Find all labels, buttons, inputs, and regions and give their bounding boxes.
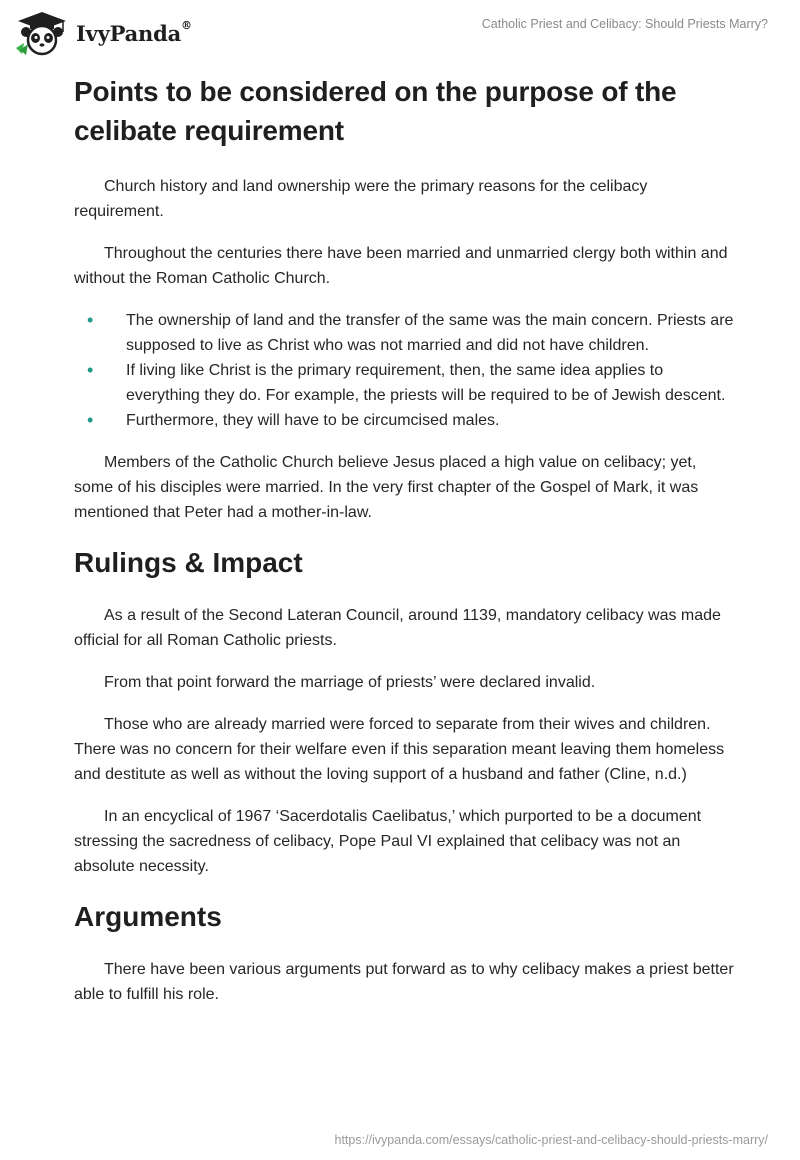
list-item — [74, 408, 734, 433]
paragraph: Members of the Catholic Church believe Jesus placed a high value on celibacy; yet, some of his disciples were married. In the very first chapter of the Gospel of Mark, it was mentioned that Peter had a mother-in-law. — [74, 454, 699, 521]
list-item-text: If living like Christ is the primary requirement, then, the same idea applies to everything they do. For example, the priests will be required to be of Jewish descent. — [126, 362, 726, 404]
section-heading-rulings: Rulings & Impact — [74, 547, 303, 578]
paragraph: In an encyclical of 1967 ‘Sacerdotalis Caelibatus,’ which purported to be a document stressing the sacredness of celibacy, Pope Paul VI explained that celibacy was not an absolute necessity. — [74, 808, 702, 875]
panda-graduate-icon — [14, 10, 70, 56]
list-item — [74, 308, 734, 358]
paragraph: There have been various arguments put forward as to why celibacy makes a priest better able to fulfill his role. — [74, 961, 734, 1003]
bullet-icon: • — [87, 360, 94, 380]
logo-text: IvyPanda® — [76, 18, 192, 46]
section-heading-arguments: Arguments — [74, 901, 222, 932]
logo[interactable] — [14, 10, 192, 56]
paragraph: As a result of the Second Lateran Council, around 1139, mandatory celibacy was made official for all Roman Catholic priests. — [74, 607, 721, 649]
page-header — [0, 0, 800, 64]
list-item-text: Furthermore, they will have to be circumcised males. — [126, 412, 500, 429]
paragraph: Those who are already married were forced to separate from their wives and children. There was no concern for their welfare even if this separation meant leaving them homeless and destitute as well as without the loving support of a husband and father (Cline, n.d.) — [74, 716, 725, 783]
article-body — [74, 72, 734, 1024]
list-item-text: The ownership of land and the transfer of the same was the main concern. Priests are supposed to live as Christ who was not married and did not have children. — [126, 312, 734, 354]
paragraph: From that point forward the marriage of priests’ were declared invalid. — [104, 674, 596, 691]
paragraph: Throughout the centuries there have been married and unmarried clergy both within and without the Roman Catholic Church. — [74, 245, 728, 287]
essay-title: Catholic Priest and Celibacy: Should Priests Marry? — [481, 17, 768, 31]
section-heading-purpose: Points to be considered on the purpose of the celibate requirement — [74, 76, 677, 146]
bullet-icon: • — [87, 410, 94, 430]
paragraph: Church history and land ownership were the primary reasons for the celibacy requirement. — [74, 178, 648, 220]
bullet-list — [74, 308, 734, 433]
list-item — [74, 358, 734, 408]
source-url[interactable]: https://ivypanda.com/essays/catholic-priest-and-celibacy-should-priests-marry/ — [334, 1133, 768, 1147]
bullet-icon: • — [87, 310, 94, 330]
